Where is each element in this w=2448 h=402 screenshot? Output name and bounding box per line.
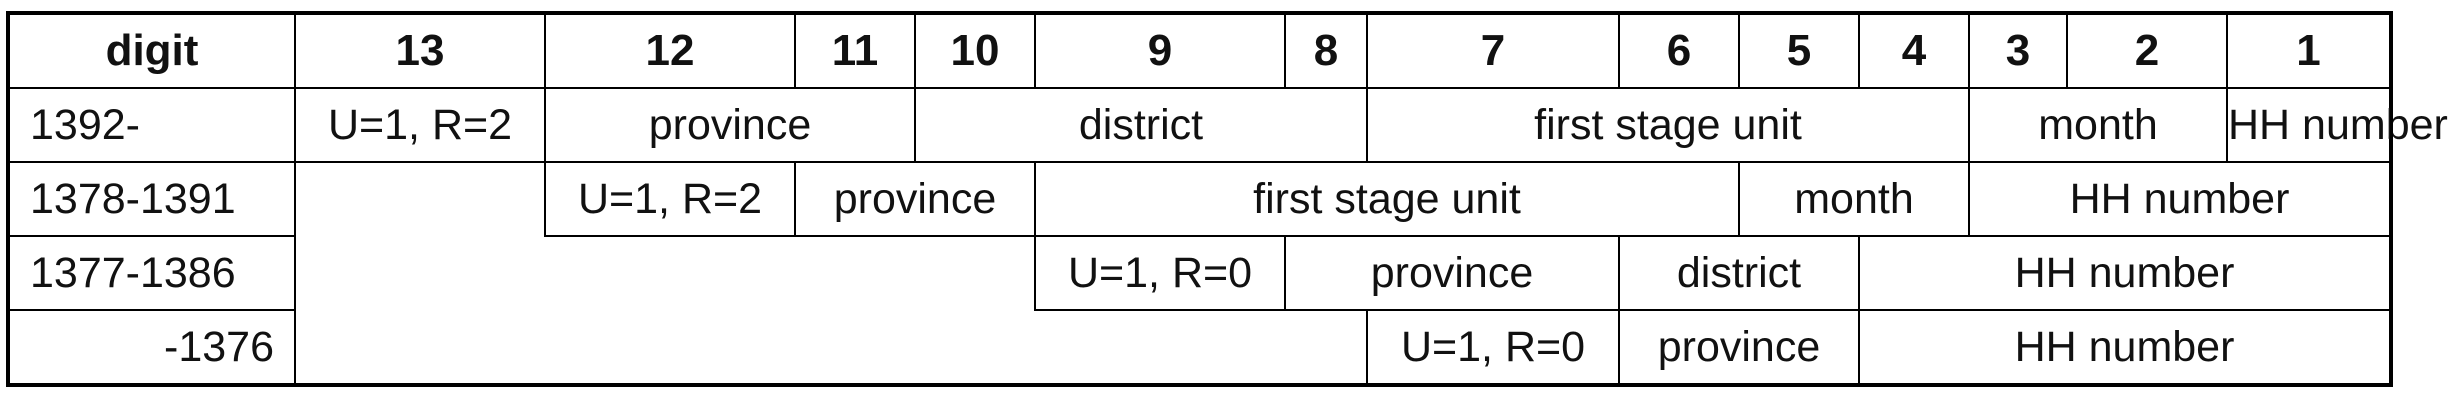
hh-number-cell: HH number bbox=[2227, 88, 2390, 162]
hh-number-cell: HH number bbox=[1859, 236, 2390, 310]
digit-13-header: 13 bbox=[295, 14, 545, 88]
digit-8-header: 8 bbox=[1285, 14, 1367, 88]
row-label: 1377-1386 bbox=[9, 236, 295, 310]
header-label: digit bbox=[9, 14, 295, 88]
digit-2-header: 2 bbox=[2067, 14, 2227, 88]
digit-4-header: 4 bbox=[1859, 14, 1969, 88]
digit-5-header: 5 bbox=[1739, 14, 1859, 88]
table-row bbox=[9, 162, 2390, 236]
empty-cell bbox=[295, 310, 1367, 384]
month-cell: month bbox=[1739, 162, 1969, 236]
province-cell: province bbox=[545, 88, 915, 162]
header-row bbox=[9, 14, 2390, 88]
digit-12-header: 12 bbox=[545, 14, 795, 88]
digit-1-header: 1 bbox=[2227, 14, 2390, 88]
digit-10-header: 10 bbox=[915, 14, 1035, 88]
table-row bbox=[9, 310, 2390, 384]
table-row bbox=[9, 236, 2390, 310]
province-cell: province bbox=[1619, 310, 1859, 384]
row-label: 1392- bbox=[9, 88, 295, 162]
digit-6-header: 6 bbox=[1619, 14, 1739, 88]
row-label: 1378-1391 bbox=[9, 162, 295, 236]
table-row bbox=[9, 88, 2390, 162]
urban-rural-cell: U=1, R=0 bbox=[1035, 236, 1285, 310]
digit-layout-table-container bbox=[8, 13, 2448, 385]
digit-3-header: 3 bbox=[1969, 14, 2067, 88]
district-cell: district bbox=[915, 88, 1367, 162]
digit-layout-table bbox=[8, 13, 2448, 385]
empty-cell bbox=[295, 162, 545, 236]
urban-rural-cell: U=1, R=0 bbox=[1367, 310, 1619, 384]
digit-11-header: 11 bbox=[795, 14, 915, 88]
digit-7-header: 7 bbox=[1367, 14, 1619, 88]
province-cell: province bbox=[795, 162, 1035, 236]
first-stage-unit-cell: first stage unit bbox=[1367, 88, 1969, 162]
hh-number-cell: HH number bbox=[1969, 162, 2390, 236]
urban-rural-cell: U=1, R=2 bbox=[545, 162, 795, 236]
empty-cell bbox=[295, 236, 1035, 310]
urban-rural-cell: U=1, R=2 bbox=[295, 88, 545, 162]
digit-9-header: 9 bbox=[1035, 14, 1285, 88]
province-cell: province bbox=[1285, 236, 1619, 310]
first-stage-unit-cell: first stage unit bbox=[1035, 162, 1739, 236]
district-cell: district bbox=[1619, 236, 1859, 310]
month-cell: month bbox=[1969, 88, 2227, 162]
row-label: -1376 bbox=[9, 310, 295, 384]
hh-number-cell: HH number bbox=[1859, 310, 2390, 384]
